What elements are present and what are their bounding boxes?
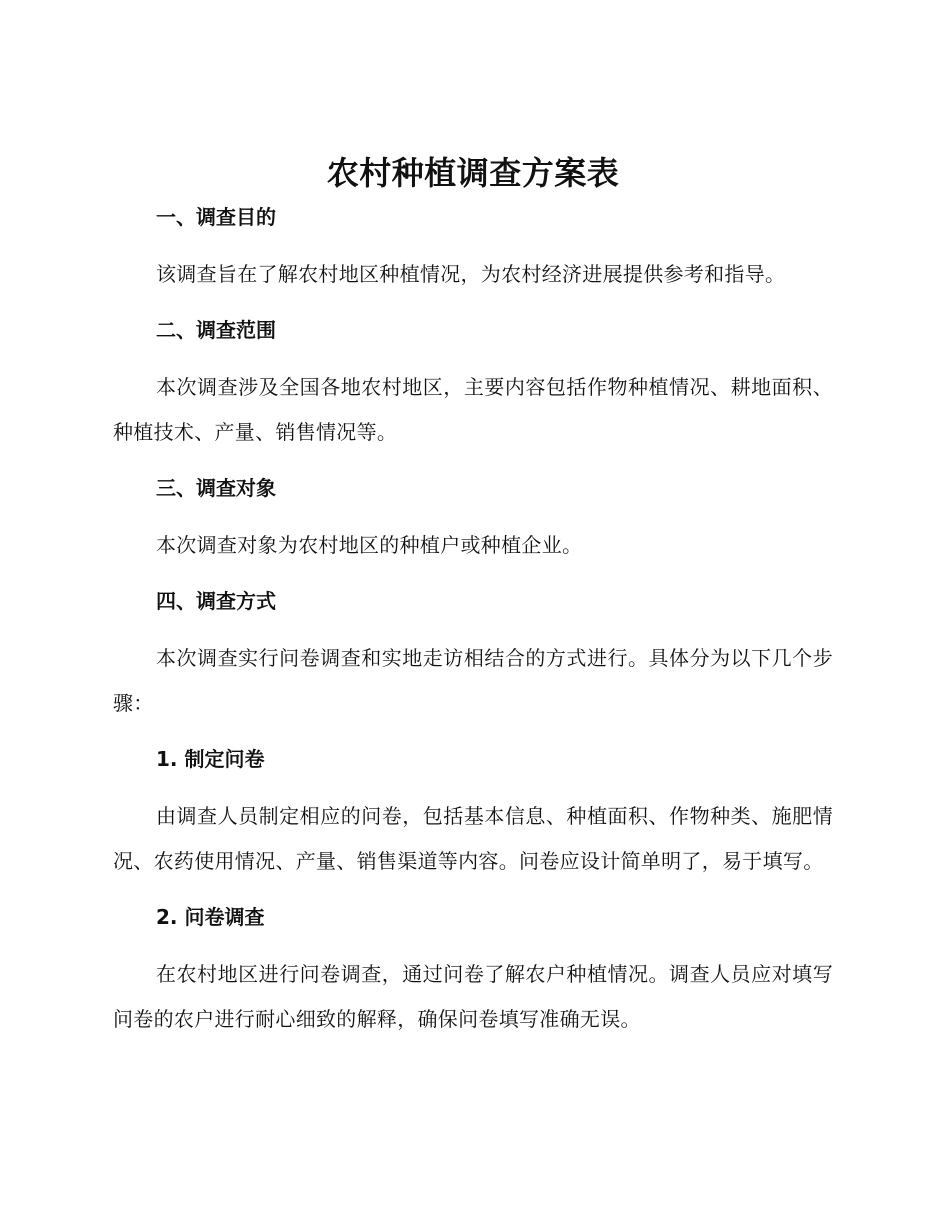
section-paragraph-step-1: 由调查人员制定相应的问卷，包括基本信息、种植面积、作物种类、施肥情况、农药使用情况、产量、销售渠道等内容。问卷应设计简单明了，易于填写。	[113, 804, 833, 873]
section-paragraph-method: 本次调查实行问卷调查和实地走访相结合的方式进行。具体分为以下几个步骤：	[113, 646, 833, 715]
section-heading-step-1: 1. 制定问卷	[156, 747, 265, 771]
document-body	[113, 150, 833, 1042]
section-paragraph-scope: 本次调查涉及全国各地农村地区，主要内容包括作物种植情况、耕地面积、种植技术、产量、销售情况等。	[113, 375, 833, 444]
section-heading-step-2: 2. 问卷调查	[156, 905, 265, 929]
section-heading-subjects: 三、调查对象	[156, 476, 276, 500]
section-paragraph-purpose: 该调查旨在了解农村地区种植情况，为农村经济进展提供参考和指导。	[156, 262, 786, 286]
document-title: 农村种植调查方案表	[326, 154, 620, 192]
section-heading-method: 四、调查方式	[156, 589, 276, 613]
section-heading-scope: 二、调查范围	[156, 318, 276, 342]
section-heading-purpose: 一、调查目的	[156, 205, 276, 229]
section-paragraph-subjects: 本次调查对象为农村地区的种植户或种植企业。	[156, 533, 583, 557]
section-paragraph-step-2: 在农村地区进行问卷调查，通过问卷了解农户种植情况。调查人员应对填写问卷的农户进行耐心细致的解释，确保问卷填写准确无误。	[113, 962, 833, 1031]
